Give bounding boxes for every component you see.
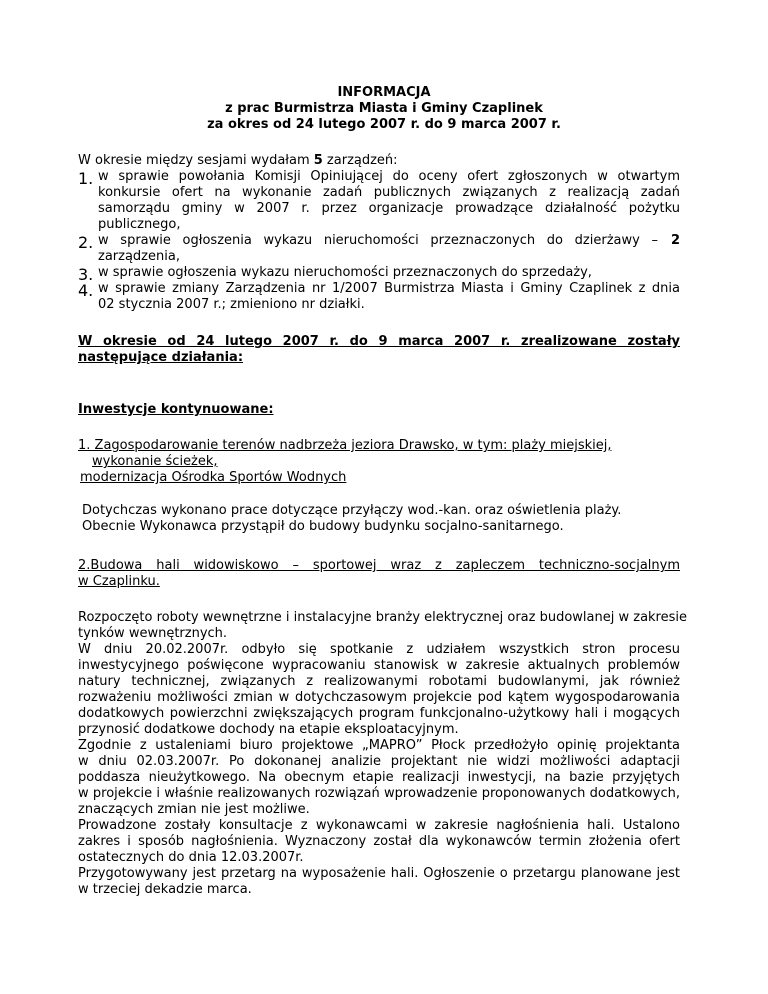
document-title: INFORMACJA [337, 85, 431, 100]
investment-2-line-6: rozważeniu możliwości zmian w dotychczasowym projekcie pod kątem wygospodarowania [78, 690, 680, 705]
ordinance-2-line1-row [98, 233, 680, 249]
investments-heading: Inwestycje kontynuowane: [78, 402, 274, 417]
actions-heading-line1: W okresie od 24 lutego 2007 r. do 9 marca 2007 r. zrealizowane zostały [78, 334, 680, 349]
investment-2-line-18: w trzeciej dekadzie marca. [78, 882, 252, 897]
investment-2-line-14: Prowadzone zostały konsultacje z wykonawcami w zakresie nagłośnienia hali. Ustalono [78, 818, 680, 833]
document-period: za okres od 24 lutego 2007 r. do 9 marca 2007 r. [207, 117, 561, 132]
investment-2-line-16: ostatecznych do dnia 12.03.2007r. [78, 850, 304, 865]
investment-2-line-13: znaczących zmian nie jest możliwe. [78, 802, 310, 817]
investment-2-line-1: Rozpoczęto roboty wewnętrzne i instalacyjne branży elektrycznej oraz budowlanej w zakresie [78, 610, 688, 625]
ordinance-count: 5 [313, 153, 323, 168]
list-number: 3. [78, 265, 94, 284]
investment-1-title-line1: 1. Zagospodarowanie terenów nadbrzeża jeziora Drawsko, w tym: plaży miejskiej, [78, 438, 612, 453]
intro-line [78, 153, 398, 169]
ordinance-1-line3: samorządu gminy w 2007 r. przez organizacje prowadzące działalność pożytku [98, 201, 680, 216]
intro-suffix: zarządzeń: [322, 153, 398, 168]
investment-2-line-5: natury technicznej, związanych z realizowanymi robotami budowlanymi, jak również [78, 674, 680, 689]
ordinance-3-text: w sprawie ogłoszenia wykazu nieruchomości przeznaczonych do sprzedaży, [98, 265, 592, 280]
ordinance-2-line1: w sprawie ogłoszenia wykazu nieruchomości przeznaczonych do dzierżawy – [98, 233, 658, 248]
ordinance-2-count: 2 [670, 233, 680, 248]
investment-2-line-15: zakres i sposób nagłośnienia. Wyznaczony został dla wykonawców termin złożenia ofert [78, 834, 680, 849]
investment-1-title-line2: wykonanie ścieżek, [92, 454, 218, 469]
investment-2-title-line1: 2.Budowa hali widowiskowo – sportowej wraz z zapleczem techniczno-socjalnym [78, 558, 680, 573]
ordinance-2-line2: zarządzenia, [98, 249, 180, 264]
list-number: 4. [78, 281, 94, 300]
ordinance-item-3 [78, 265, 680, 284]
investment-2-line-12: w projekcie i właśnie realizowanych rozwiązań wprowadzenie proponowanych dodatkowych, [78, 786, 680, 801]
ordinance-1-line4: publicznego, [98, 217, 181, 232]
investment-2-line-2: tynków wewnętrznych. [78, 626, 228, 641]
investment-2-line-3: W dniu 20.02.2007r. odbyło się spotkanie z udziałem wszystkich stron procesu [78, 642, 680, 657]
ordinance-1-line1: w sprawie powołania Komisji Opiniującej do oceny ofert zgłoszonych w otwartym [98, 169, 680, 184]
ordinance-4-line1: w sprawie zmiany Zarządzenia nr 1/2007 Burmistrza Miasta i Gminy Czaplinek z dnia [98, 281, 680, 296]
investment-2-line-4: inwestycyjnego poświęcone wypracowaniu stanowisk w zakresie aktualnych problemów [78, 658, 680, 673]
ordinance-1-line2: konkursie ofert na wykonanie zadań publicznych związanych z realizacją zadań [98, 185, 680, 200]
investment-1-para-line1: Dotychczas wykonano prace dotyczące przyłączy wod.-kan. oraz oświetlenia plaży. [82, 503, 622, 518]
ordinance-4-line2: 02 stycznia 2007 r.; zmieniono nr działki. [98, 297, 365, 312]
investment-1-title-line3: modernizacja Ośrodka Sportów Wodnych [80, 470, 347, 485]
document-subtitle: z prac Burmistrza Miasta i Gminy Czaplinek [225, 101, 543, 116]
investment-2-line-11: poddasza nieużytkowego. Na obecnym etapie realizacji inwestycji, na bazie przyjętych [78, 770, 680, 785]
ordinance-item-4 [78, 281, 680, 313]
intro-prefix: W okresie między sesjami wydałam [78, 153, 314, 168]
ordinance-item-1 [78, 169, 680, 233]
investment-2-line-9: Zgodnie z ustaleniami biuro projektowe „MAPRO” Płock przedłożyło opinię projektanta [78, 738, 680, 753]
actions-heading-line2: następujące działania: [78, 350, 244, 365]
investment-2-line-7: dodatkowych powierzchni zwiększających program funkcjonalno-użytkowy hali i mogących [78, 706, 680, 721]
investment-2-line-10: w dniu 02.03.2007r. Po dokonanej analizie projektant nie widzi możliwości adaptacji [78, 754, 680, 769]
list-number: 1. [78, 169, 94, 188]
investment-1-para-line2: Obecnie Wykonawca przystąpił do budowy budynku socjalno-sanitarnego. [82, 519, 564, 534]
list-number: 2. [78, 233, 94, 252]
investment-2-title-line2: w Czaplinku. [78, 574, 160, 589]
ordinance-item-2 [78, 233, 680, 265]
investment-2-line-8: przynosić dodatkowe dochody na etapie eksploatacyjnym. [78, 722, 459, 737]
investment-2-line-17: Przygotowywany jest przetarg na wyposażenie hali. Ogłoszenie o przetargu planowane jest [78, 866, 680, 881]
